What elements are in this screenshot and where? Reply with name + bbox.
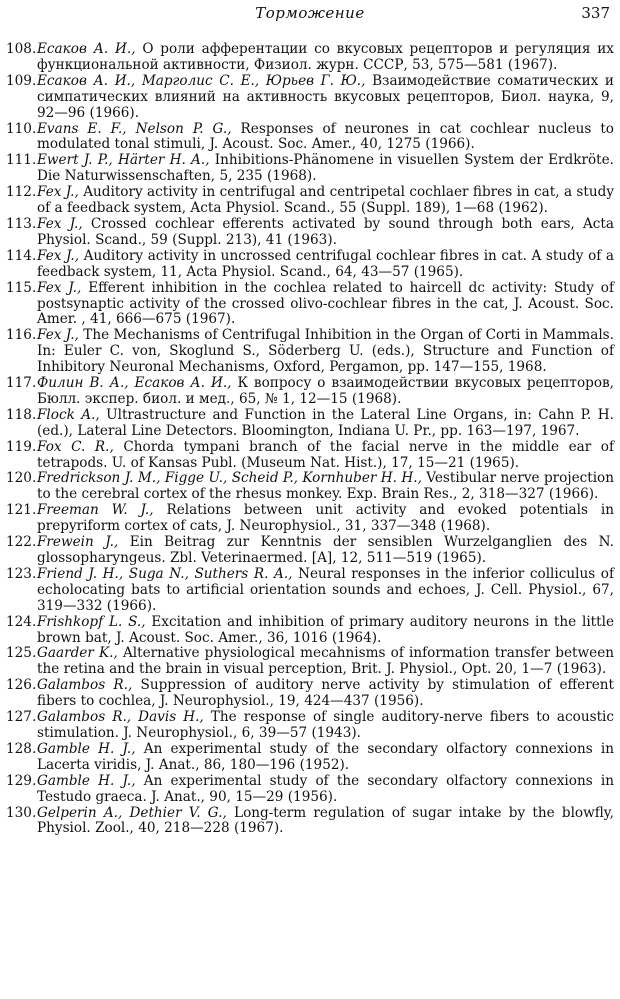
reference-entry [6, 328, 614, 376]
page-number: 337 [581, 4, 610, 22]
reference-entry [6, 742, 614, 774]
reference-authors: Есаков А. И., [37, 41, 136, 57]
reference-authors: Gelperin A., Dethier V. G., [37, 804, 227, 821]
reference-text: К вопросу о взаимодействии вкусовых рецепторов, Бюлл. экспер. биол. и мед., 65, № 1, 12—15 (1968). [37, 375, 614, 407]
reference-entry [6, 153, 614, 185]
reference-authors: Galambos R., [37, 677, 133, 694]
reference-number: 115. [6, 279, 37, 296]
reference-number: 125. [6, 645, 37, 662]
reference-number: 117. [6, 375, 37, 392]
reference-text: Efferent inhibition in the cochlea related to haircell dc activity: Study of postsynaptic activity of the crossed olivo-cochlear fibres in the cat, J. Acoust. Soc. Amer. , 41, 666—675 (1967). [37, 279, 614, 328]
reference-number: 123. [6, 565, 37, 582]
reference-text: Alternative physiological mecahnisms of information transfer between the retina and the brain in visual perception, Brit. J. Physiol., Opt. 20, 1—7 (1963). [37, 645, 614, 678]
reference-text: Auditory activity in centrifugal and centripetal cochlaer fibres in cat, a study of a feedback system, Acta Physiol. Scand., 55 (Suppl. 189), 1—68 (1962). [37, 184, 615, 217]
reference-authors: Fredrickson J. M., Figge U., Scheid P., Kornhuber H. H., [37, 470, 422, 487]
reference-text: Ultrastructure and Function in the Lateral Line Organs, in: Cahn P. H. (ed.), Lateral Line Detectors. Bloomington, Indiana U. Pr., pp. 163—197, 1967. [37, 406, 614, 439]
reference-number: 130. [6, 804, 37, 821]
reference-text: The response of single auditory-nerve fibers to acoustic stimulation. J. Neurophysiol., 6, 39—57 (1943). [37, 709, 614, 741]
reference-number: 119. [6, 438, 37, 455]
reference-entry [6, 535, 614, 567]
reference-number: 114. [6, 247, 37, 264]
reference-authors: Gamble H. J., [37, 740, 136, 757]
reference-entry [6, 376, 614, 408]
reference-text: О роли афферентации со вкусовых рецепторов и регуляция их функциональной активности, Физиол. журн. СССР, 53, 575—581 (1967). [37, 41, 614, 73]
reference-text: Chorda tympani branch of the facial nerve in the middle ear of tetrapods. U. of Kansas Publ. (Museum Nat. Hist.), 17, 15—21 (1965). [37, 438, 615, 471]
reference-entry [6, 646, 614, 678]
reference-text: An experimental study of the secondary olfactory connexions in Testudo graeca. J. Anat., 90, 15—29 (1956). [37, 772, 614, 805]
reference-authors: Gamble H. J., [37, 772, 136, 789]
reference-text: The Mechanisms of Centrifugal Inhibition in the Organ of Corti in Mammals. In: Euler C. von, Skoglund S., Söderberg U. (eds.), Structure and Function of Inhibitory Neuronal Mechanisms, Oxford, Pergamon, pp. 147—155, 1968. [37, 327, 614, 376]
reference-entry [6, 567, 614, 615]
reference-text: An experimental study of the secondary olfactory connexions in Lacerta viridis, J. Anat., 86, 180—196 (1952). [37, 740, 614, 773]
reference-authors: Fex J., [37, 184, 79, 201]
reference-number: 111. [6, 152, 37, 169]
reference-entry [6, 678, 614, 710]
reference-entry [6, 806, 614, 838]
reference-authors: Evans E. F., Nelson P. G., [37, 120, 232, 137]
reference-text: Long-term regulation of sugar intake by the blowfly, Physiol. Zool., 40, 218—228 (1967). [37, 804, 614, 837]
running-head [0, 4, 620, 26]
reference-number: 121. [6, 502, 37, 519]
reference-authors: Fex J., [37, 327, 79, 344]
reference-number: 120. [6, 470, 37, 487]
reference-authors: Freeman W. J., [37, 502, 154, 519]
reference-text: Responses of neurones in cat cochlear nucleus to modulated tonal stimuli, J. Acoust. Soc. Amer., 40, 1275 (1966). [37, 120, 614, 153]
reference-entry [6, 503, 614, 535]
reference-text: Vestibular nerve projection to the cerebral cortex of the rhesus monkey. Exp. Brain Res., 2, 318—327 (1966). [37, 470, 614, 503]
reference-text: Inhibitions-Phänomene in visuellen System der Erdkröte. Die Naturwissenschaften, 5, 235 (1968). [37, 152, 614, 185]
reference-entry [6, 122, 614, 154]
reference-authors: Frewein J., [37, 534, 119, 551]
reference-text: Ein Beitrag zur Kenntnis der sensiblen Wurzelganglien des N. glossopharyngeus. Zbl. Veterinaermed. [A], 12, 511—519 (1965). [37, 534, 614, 566]
reference-text: Crossed cochlear efferents activated by sound through both ears, Acta Physiol. Scand., 59 (Suppl. 213), 41 (1963). [37, 215, 614, 248]
reference-entry [6, 249, 614, 281]
reference-number: 128. [6, 740, 37, 757]
reference-entry [6, 281, 614, 329]
reference-number: 113. [6, 215, 37, 232]
reference-entry [6, 615, 614, 647]
reference-number: 126. [6, 677, 37, 694]
reference-number: 116. [6, 327, 37, 344]
reference-authors: Flock A., [37, 406, 100, 423]
reference-authors: Fex J., [37, 247, 80, 264]
reference-text: Excitation and inhibition of primary auditory neurons in the little brown bat, J. Acoust. Soc. Amer., 36, 1016 (1964). [37, 613, 614, 646]
reference-text: Auditory activity in uncrossed centrifugal cochlear fibres in cat. A study of a feedback system, 11, Acta Physiol. Scand., 64, 43—57 (1965). [37, 247, 614, 280]
reference-entry [6, 217, 614, 249]
reference-number: 109. [6, 72, 37, 89]
running-title: Торможение [255, 4, 365, 22]
reference-text: Relations between unit activity and evoked potentials in prepyriform cortex of cats, J. Neurophysiol., 31, 337—348 (1968). [37, 502, 614, 535]
reference-number: 127. [6, 709, 37, 726]
reference-entry [6, 42, 614, 74]
reference-authors: Galambos R., Davis H., [37, 709, 204, 726]
reference-entry [6, 408, 614, 440]
reference-authors: Fox C. R., [37, 438, 114, 455]
reference-authors: Fex J., [37, 279, 82, 296]
reference-number: 108. [6, 41, 37, 57]
reference-text: Neural responses in the inferior colliculus of echolocating bats to artificial orientation sounds and echoes, J. Cell. Physiol., 67, 319—332 (1966). [37, 565, 614, 614]
reference-text: Suppression of auditory nerve activity by stimulation of efferent fibers to cochlea, J. Neurophysiol., 19, 424—437 (1956). [37, 677, 614, 710]
reference-number: 110. [6, 120, 37, 137]
reference-authors: Fex J., [37, 215, 83, 232]
reference-entry [6, 74, 614, 122]
reference-authors: Есаков А. И., Марголис С. Е., Юрьев Г. Ю., [37, 72, 366, 89]
reference-entry [6, 440, 614, 472]
reference-list [6, 42, 614, 837]
reference-entry [6, 185, 614, 217]
reference-number: 112. [6, 184, 37, 201]
reference-entry [6, 471, 614, 503]
reference-authors: Gaarder K., [37, 645, 118, 662]
reference-authors: Ewert J. P., Härter H. A., [37, 152, 210, 169]
reference-text: Взаимодействие соматических и симпатических влияний на активность вкусовых рецепторов, Биол. наука, 9, 92—96 (1966). [37, 72, 614, 121]
reference-authors: Филин В. А., Есаков А. И., [37, 375, 232, 392]
reference-number: 129. [6, 772, 37, 789]
reference-number: 118. [6, 406, 37, 423]
reference-entry [6, 774, 614, 806]
reference-entry [6, 710, 614, 742]
reference-authors: Friend J. H., Suga N., Suthers R. A., [37, 565, 293, 582]
reference-number: 122. [6, 534, 37, 551]
reference-authors: Frishkopf L. S., [37, 613, 146, 630]
reference-number: 124. [6, 613, 37, 630]
